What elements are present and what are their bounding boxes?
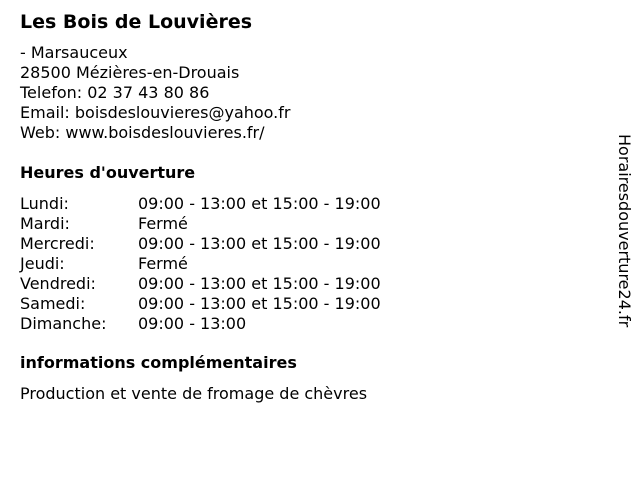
hours-heading: Heures d'ouverture (20, 163, 196, 182)
day-hours: Fermé (138, 254, 188, 273)
day-hours: Fermé (138, 214, 188, 233)
day-label: Jeudi: (20, 254, 65, 273)
email-line: Email: boisdeslouvieres@yahoo.fr (20, 103, 291, 122)
day-label: Vendredi: (20, 274, 96, 293)
web-line: Web: www.boisdeslouvieres.fr/ (20, 123, 265, 142)
contact-block (20, 43, 290, 143)
info-heading: informations complémentaires (20, 353, 297, 372)
day-hours: 09:00 - 13:00 et 15:00 - 19:00 (138, 234, 381, 253)
day-label: Mercredi: (20, 234, 95, 253)
day-label: Samedi: (20, 294, 86, 313)
day-hours: 09:00 - 13:00 (138, 314, 247, 333)
day-label: Dimanche: (20, 314, 107, 333)
day-hours: 09:00 - 13:00 et 15:00 - 19:00 (138, 294, 381, 313)
info-text: Production et vente de fromage de chèvres (20, 384, 368, 403)
day-label: Mardi: (20, 214, 70, 233)
address-line-2: 28500 Mézières-en-Drouais (20, 63, 240, 82)
site-watermark: Horairesdouverture24.fr (615, 134, 634, 328)
day-label: Lundi: (20, 194, 69, 213)
business-name: Les Bois de Louvières (20, 11, 253, 33)
day-hours: 09:00 - 13:00 et 15:00 - 19:00 (138, 274, 381, 293)
phone-line: Telefon: 02 37 43 80 86 (20, 83, 210, 102)
address-line-1: - Marsauceux (20, 43, 128, 62)
day-hours: 09:00 - 13:00 et 15:00 - 19:00 (138, 194, 381, 213)
